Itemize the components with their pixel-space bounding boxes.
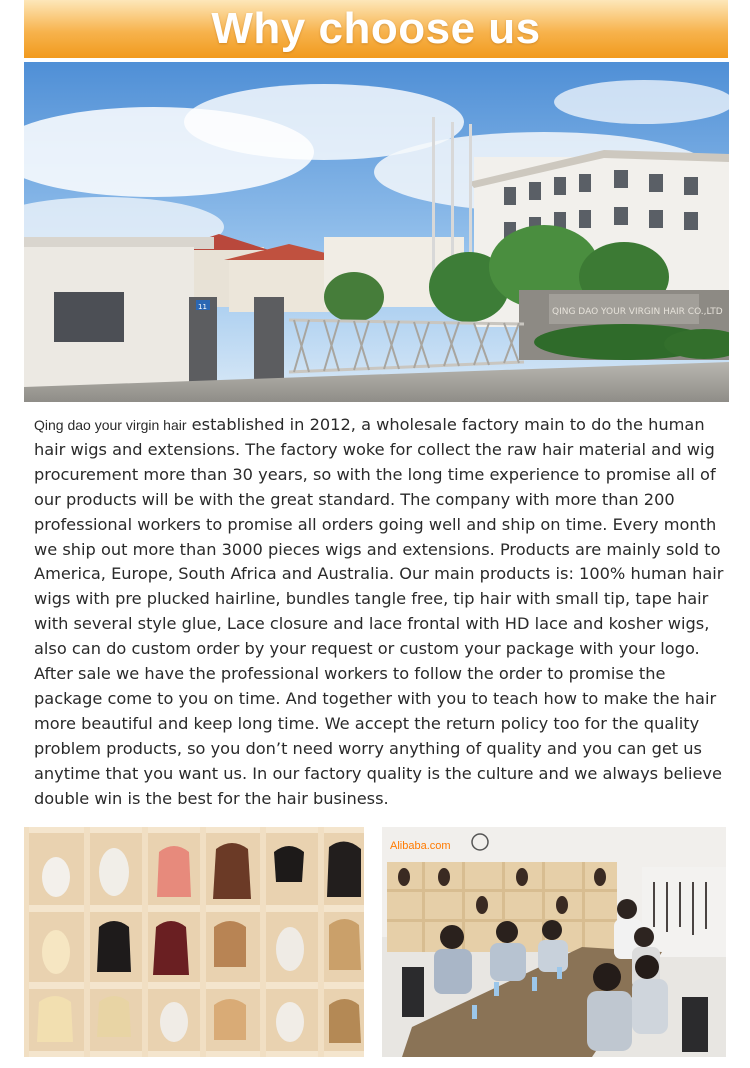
section-banner <box>24 0 728 58</box>
wig-display-photo <box>24 827 364 1057</box>
section-title: Why choose us <box>211 4 541 53</box>
factory-photo <box>24 62 729 402</box>
gate-number: 11 <box>198 303 207 311</box>
office-meeting-photo <box>382 827 726 1057</box>
sign-text: QING DAO YOUR VIRGIN HAIR CO.,LTD <box>552 307 723 317</box>
alibaba-watermark: Alibaba.com <box>390 840 451 852</box>
intro-body: established in 2012, a wholesale factory main to do the human hair wigs and extensions. The factory woke for collect the raw hair material and wig procurement more than 30 years, so with the long time experience to promise all of our products will be with the great standard. The company with more than 200 professional workers to promise all orders going well and ship on time. Every month we ship out more than 3000 pieces wigs and extensions. Products are mainly sold to America, Europe, South Africa and Australia. Our main products is: 100% human hair wigs with pre plucked hairline, bundles tangle free, tip hair with small tip, tape hair with several style glue, Lace closure and lace frontal with HD lace and kosher wigs, also can do custom order by your request or custom your package with your logo. After sale we have the professional workers to follow the order to promise the package come to you on time. And together with you to teach how to make the hair more beautiful and keep long time. We accept the return policy too for the quality problem products, so you don’t need worry anything of quality and you can get us anytime that you want us. In our factory quality is the culture and we always believe double win is the best for the hair business. <box>34 415 724 808</box>
company-introduction <box>34 413 734 812</box>
company-name: Qing dao your virgin hair <box>34 417 187 433</box>
